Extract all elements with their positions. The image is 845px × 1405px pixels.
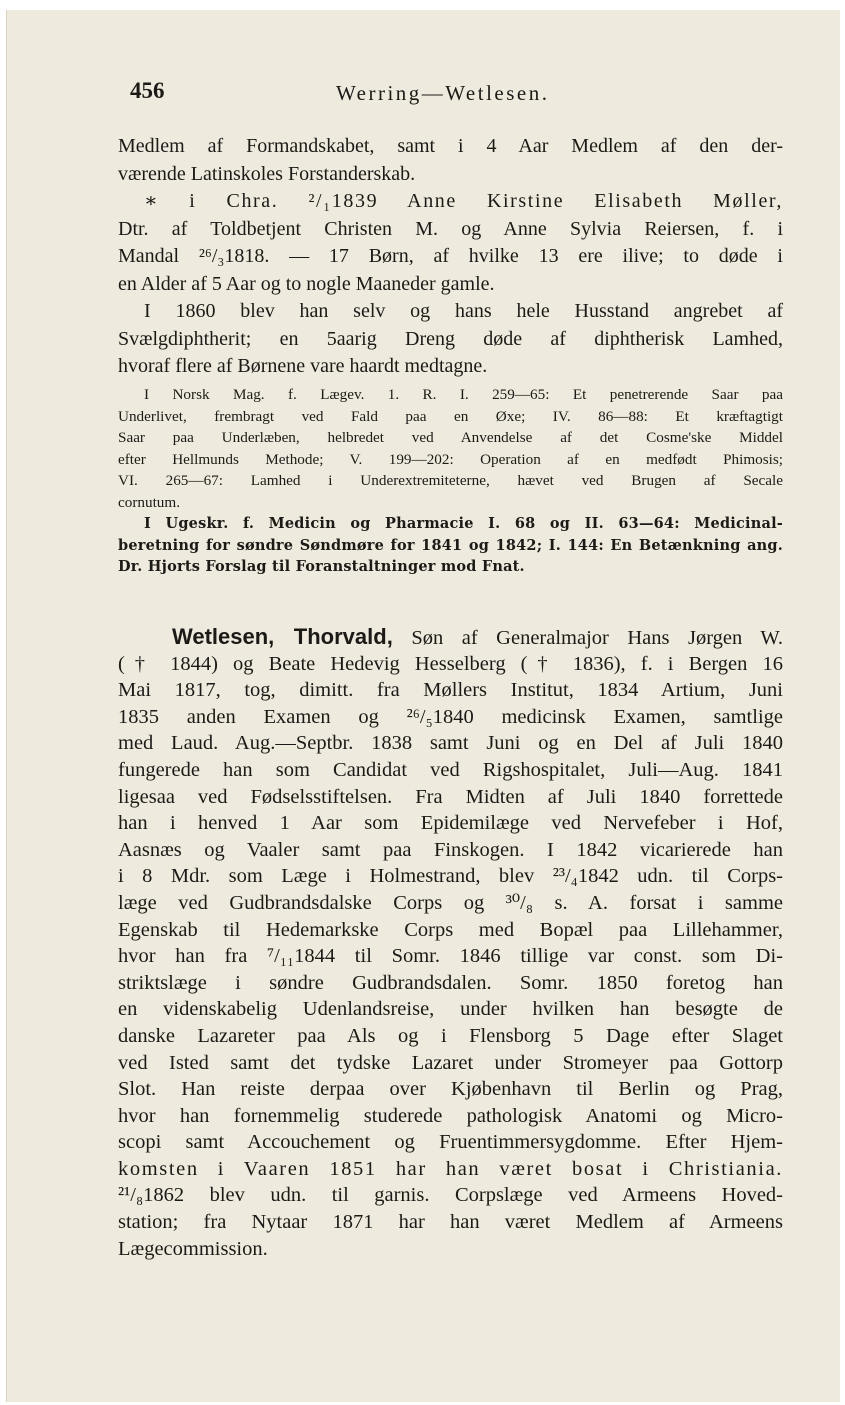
- text-line: han i henved 1 Aar som Epidemilæge ved Nervefeber i Hof,: [118, 812, 783, 835]
- text-line: læge ved Gudbrandsdalske Corps og ³⁰/₈ s. A. forsat i samme: [118, 891, 783, 914]
- bibliography-notes: [118, 384, 783, 578]
- text-line: 1835 anden Examen og ²⁶/₅1840 medicinsk Examen, samtlige: [118, 705, 783, 728]
- text-line: ²¹/₈1862 blev udn. til garnis. Corpslæge ved Armeens Hoved-: [118, 1184, 783, 1207]
- running-title: Werring—Wetlesen.: [336, 81, 550, 105]
- text-line: hvor han fra ⁷/₁₁1844 til Somr. 1846 tillige var const. som Di-: [118, 945, 783, 968]
- entry-werring-text: [118, 133, 783, 381]
- entry-wetlesen-text: [118, 624, 783, 1262]
- text-line: en videnskabelig Udenlandsreise, under hvilken han besøgte de: [118, 998, 783, 1021]
- text-line: fungerede han som Candidat ved Rigshospitalet, Juli—Aug. 1841: [118, 758, 783, 781]
- note-line: efter Hellmunds Methode; V. 199—202: Operation af en medfødt Phimosis;: [118, 450, 783, 468]
- text-line: Egenskab til Hedemarkske Corps med Bopæl paa Lillehammer,: [118, 918, 783, 941]
- text-line: Mandal ²⁶/₃1818. — 17 Børn, af hvilke 13 ere ilive; to døde i: [118, 245, 783, 267]
- text-line: ved Isted samt det tydske Lazaret under Stromeyer paa Gottorp: [118, 1051, 783, 1074]
- text-fragment: Søn af Generalmajor Hans Jørgen W.: [392, 627, 784, 649]
- text-line: med Laud. Aug.—Septbr. 1838 samt Juni og en Del af Juli 1840: [118, 732, 783, 755]
- text-line: scopi samt Accouchement og Fruentimmersygdomme. Efter Hjem-: [118, 1131, 783, 1154]
- entry-name: Wetlesen, Thorvald,: [172, 624, 393, 649]
- note-line-fraktur: beretning for søndre Søndmøre for 1841 og 1842; I. 144: En Betænkning ang.: [118, 536, 783, 554]
- marriage-line: ∗ i Chra. ²/₁1839 Anne Kirstine Elisabeth Møller,: [144, 190, 783, 212]
- text-line: Aasnæs og Vaaler samt paa Finskogen. I 1842 vicarierede han: [118, 838, 783, 861]
- note-line: VI. 265—67: Lamhed i Underextremiteterne, hævet ved Brugen af Secale: [118, 472, 783, 489]
- page-number: 456: [130, 78, 165, 103]
- note-line-fraktur: I Ugeskr. f. Medicin og Pharmacie I. 68 og II. 63—64: Medicinal-: [144, 515, 783, 532]
- text-line: Slot. Han reiste derpaa over Kjøbenhavn til Berlin og Prag,: [118, 1078, 783, 1101]
- note-line: I Norsk Mag. f. Lægev. 1. R. I. 259—65: Et penetrerende Saar paa: [144, 386, 783, 403]
- text-line: værende Latinskoles Forstanderskab.: [118, 162, 416, 185]
- note-line: Saar paa Underlæben, helbredet ved Anvendelse af det Cosme'ske Middel: [118, 429, 783, 446]
- note-line-fraktur: Dr. Hjorts Forslag til Foranstaltninger mod Fnat.: [118, 558, 525, 575]
- text-line: Mai 1817, tog, dimitt. fra Møllers Institut, 1834 Artium, Juni: [118, 679, 783, 702]
- text-line: Lægecommission.: [118, 1237, 268, 1260]
- text-line: Medlem af Formandskabet, samt i 4 Aar Medlem af den der-: [118, 135, 783, 157]
- entry-first-line: [118, 624, 783, 651]
- text-line: († 1844) og Beate Hedevig Hesselberg († 1836), f. i Bergen 16: [118, 652, 783, 675]
- note-line: Underlivet, frembragt ved Fald paa en Øxe; IV. 86—88: Et kræftagtigt: [118, 407, 783, 425]
- text-line: Dtr. af Toldbetjent Christen M. og Anne Sylvia Reiersen, f. i: [118, 217, 783, 240]
- text-line: ligesaa ved Fødselsstiftelsen. Fra Midten af Juli 1840 forrettede: [118, 785, 783, 808]
- text-line: hvoraf flere af Børnene vare haardt medtagne.: [118, 355, 488, 377]
- text-line: I 1860 blev han selv og hans hele Husstand angrebet af: [144, 300, 783, 322]
- text-line: striktslæge i søndre Gudbrandsdalen. Somr. 1850 foretog han: [118, 971, 783, 994]
- text-line: station; fra Nytaar 1871 har han været Medlem af Armeens: [118, 1211, 783, 1234]
- page-header: [130, 78, 790, 114]
- text-line: danske Lazareter paa Als og i Flensborg 5 Dage efter Slaget: [118, 1024, 783, 1047]
- text-line: hvor han fornemmelig studerede pathologisk Anatomi og Micro-: [118, 1104, 783, 1127]
- text-line: Svælgdiphtherit; en 5aarig Dreng døde af diphtherisk Lamhed,: [118, 327, 783, 350]
- text-line: komsten i Vaaren 1851 har han været bosat i Christiania.: [118, 1157, 783, 1180]
- text-line: i 8 Mdr. som Læge i Holmestrand, blev ²³/₄1842 udn. til Corps-: [118, 865, 783, 888]
- note-line: cornutum.: [118, 493, 181, 511]
- text-line: en Alder af 5 Aar og to nogle Maaneder gamle.: [118, 272, 495, 295]
